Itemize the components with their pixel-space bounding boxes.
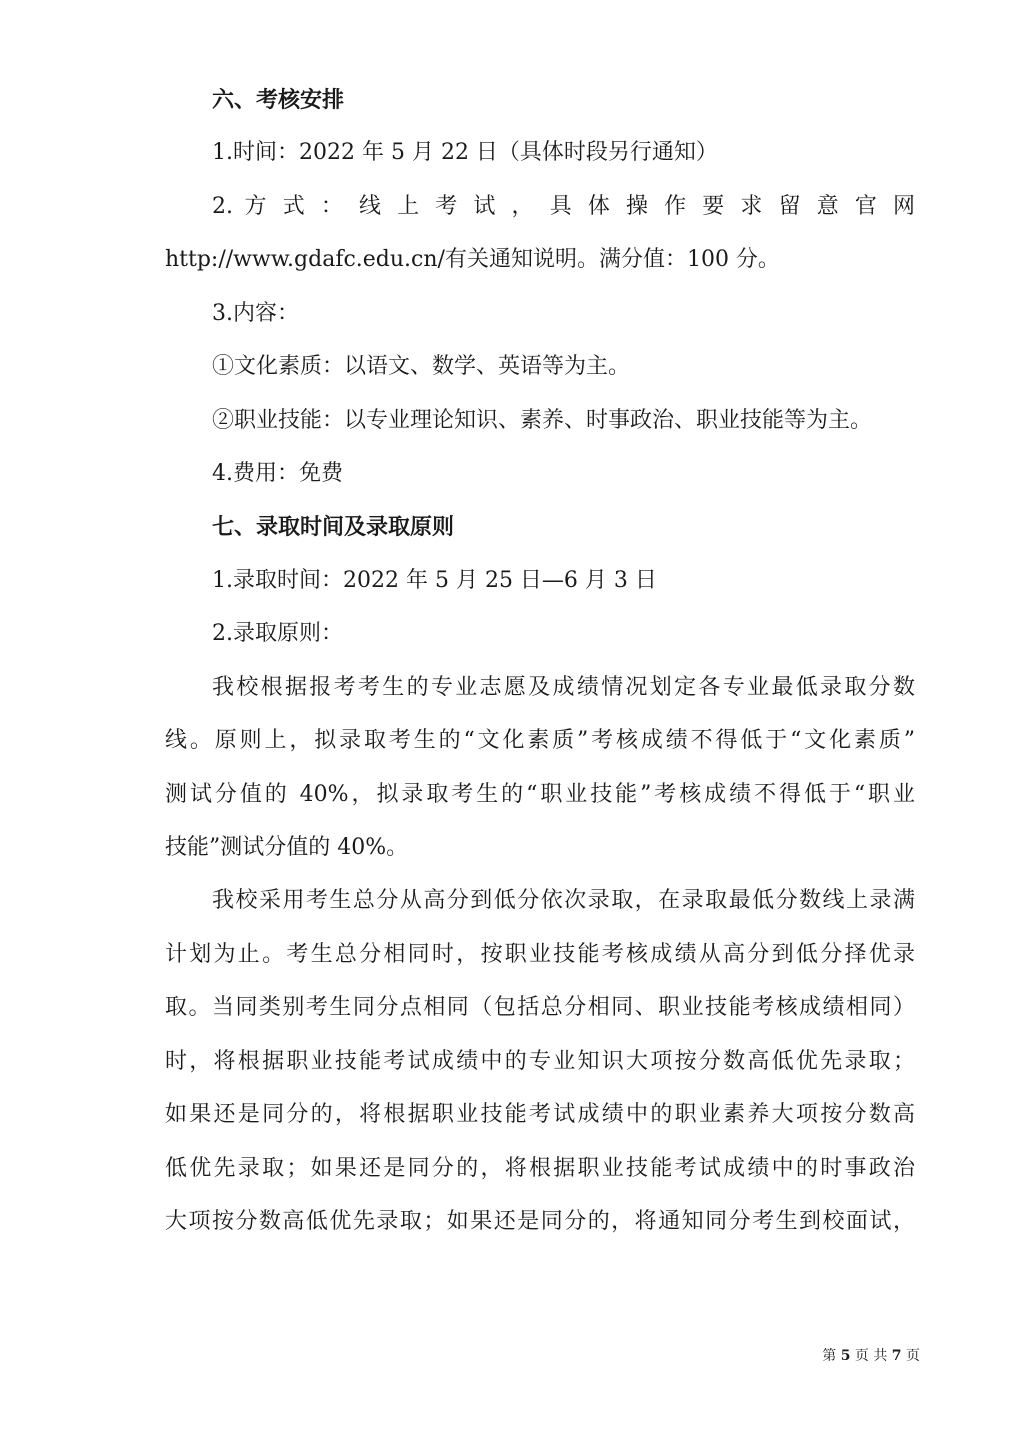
paragraph2-line: 计划为止。考生总分相同时，按职业技能考核成绩从高分到低分择优录 — [165, 942, 915, 967]
paragraph1-line: 技能”测试分值的 40%。 — [165, 835, 409, 860]
paragraph2-line: 我校采用考生总分从高分到低分依次录取，在录取最低分数线上录满 — [212, 888, 915, 913]
paragraph2-line: 低优先录取；如果还是同分的，将根据职业技能考试成绩中的时事政治 — [165, 1156, 915, 1181]
exam-method-line1: 2. 方 式 ： 线 上 考 试 ， 具 体 操 作 要 求 留 意 官 网 — [212, 194, 915, 219]
section-seven-heading: 七、录取时间及录取原则 — [212, 514, 455, 540]
paragraph2-line: 如果还是同分的，将根据职业技能考试成绩中的职业素养大项按分数高 — [165, 1102, 915, 1127]
exam-content-label: 3.内容： — [212, 301, 299, 326]
paragraph1-line: 我校根据报考考生的专业志愿及成绩情况划定各专业最低录取分数 — [212, 675, 915, 700]
admission-time: 1.录取时间：2022 年 5 月 25 日—6 月 3 日 — [212, 568, 657, 593]
section-six-heading: 六、考核安排 — [212, 87, 345, 113]
paragraph2-line: 时，将根据职业技能考试成绩中的专业知识大项按分数高低优先录取； — [165, 1049, 915, 1074]
exam-fee: 4.费用：免费 — [212, 461, 343, 486]
paragraph1-line: 线。原则上，拟录取考生的“文化素质”考核成绩不得低于“文化素质” — [165, 728, 915, 753]
footer-mid: 页 共 — [854, 1348, 888, 1364]
exam-content-skills: ②职业技能：以专业理论知识、素养、时事政治、职业技能等为主。 — [212, 408, 873, 433]
footer-prefix: 第 — [822, 1348, 837, 1364]
footer-suffix: 页 — [906, 1348, 920, 1364]
admission-principle-label: 2.录取原则： — [212, 621, 343, 646]
exam-time: 1.时间：2022 年 5 月 22 日（具体时段另行通知） — [212, 140, 718, 165]
current-page-number: 5 — [840, 1348, 851, 1364]
page-footer — [790, 1347, 920, 1365]
exam-content-culture: ①文化素质：以语文、数学、英语等为主。 — [212, 354, 631, 379]
paragraph1-line: 测试分值的 40%，拟录取考生的“职业技能”考核成绩不得低于“职业 — [165, 782, 915, 807]
exam-method-line2: http://www.gdafc.edu.cn/有关通知说明。满分值：100 分。 — [165, 247, 780, 272]
paragraph2-line: 大项按分数高低优先录取；如果还是同分的，将通知同分考生到校面试， — [165, 1209, 915, 1234]
paragraph2-line: 取。当同类别考生同分点相同（包括总分相同、职业技能考核成绩相同） — [165, 995, 915, 1020]
total-page-number: 7 — [891, 1348, 902, 1364]
